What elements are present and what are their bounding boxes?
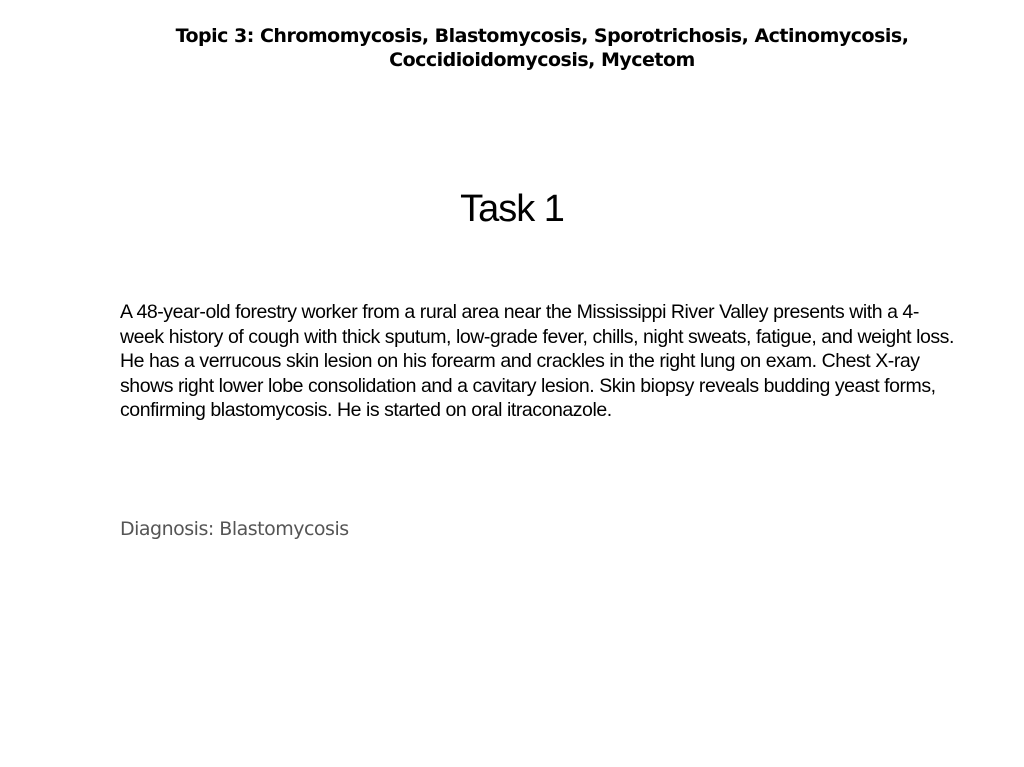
topic-title <box>100 24 984 72</box>
topic-title-line-1: Topic 3: Chromomycosis, Blastomycosis, Sporotrichosis, Actinomycosis, <box>175 25 909 47</box>
diagnosis-text: Diagnosis: Blastomycosis <box>120 518 349 540</box>
case-description: A 48-year-old forestry worker from a rural area near the Mississippi River Valley presents with a 4-week history of cough with thick sputum, low-grade fever, chills, night sweats, fatigue, and weight loss. He has a verrucous skin lesion on his forearm and crackles in the right lung on exam. Chest X-ray shows right lower lobe consolidation and a cavitary lesion. Skin biopsy reveals budding yeast forms, confirming blastomycosis. He is started on oral itraconazole. <box>120 301 954 421</box>
task-heading: Task 1 <box>460 188 564 230</box>
topic-title-line-2: Coccidioidomycosis, Mycetom <box>389 49 695 71</box>
